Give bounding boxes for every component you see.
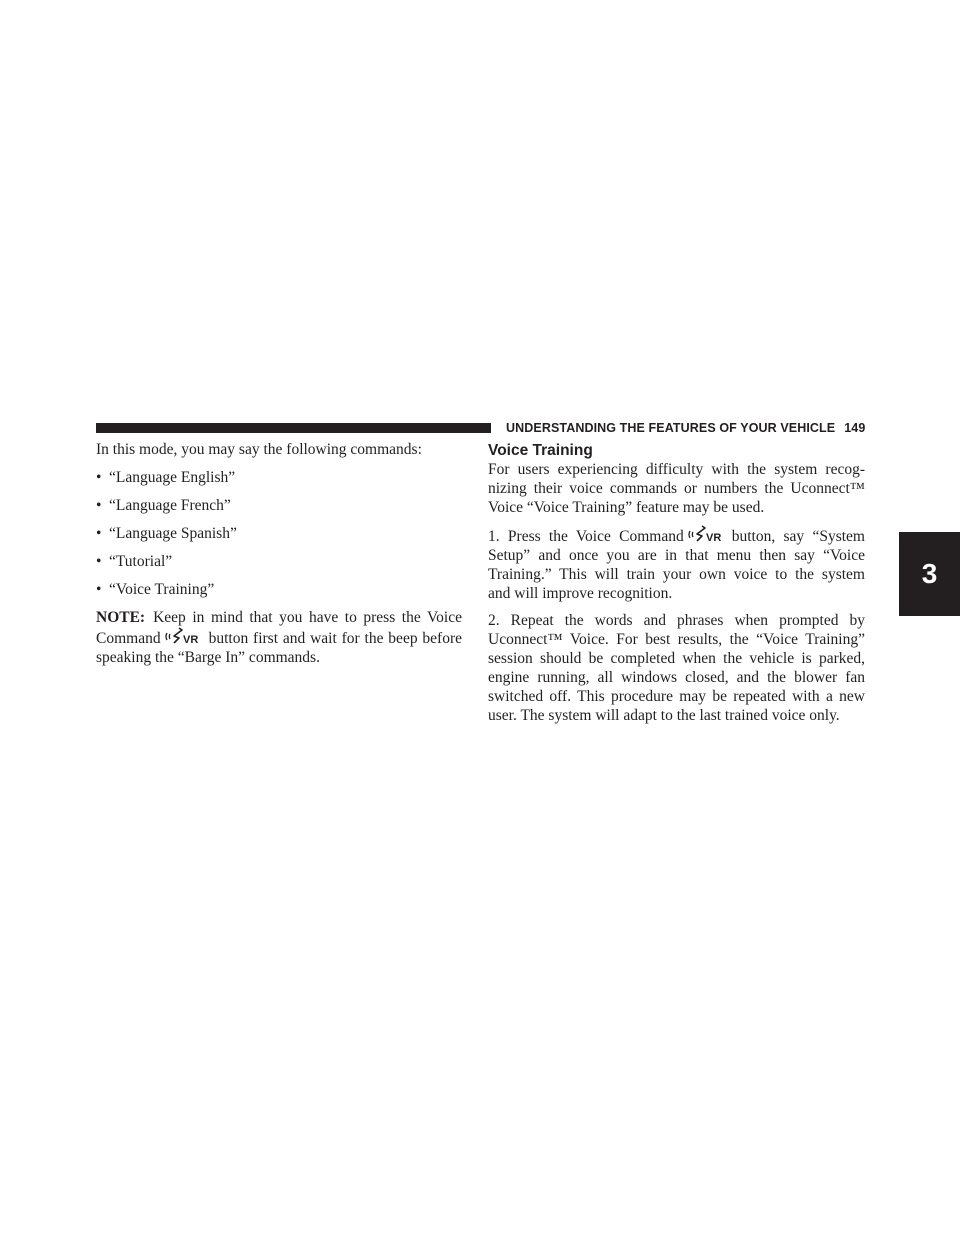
list-item xyxy=(96,496,462,515)
command-list xyxy=(96,468,462,599)
left-column xyxy=(96,440,462,667)
voice-command-vr-icon xyxy=(165,627,205,646)
right-column xyxy=(488,440,865,725)
list-item xyxy=(96,468,462,487)
bullet-icon: • xyxy=(96,553,102,570)
list-item xyxy=(96,524,462,543)
bullet-icon: • xyxy=(96,581,102,598)
step-2: 2. Repeat the words and phrases when prompted by Uconnect™ Voice. For best results, the “Voice Training” session should be completed when the vehicle is parked, engine running, all windows closed, and the blower fan switched off. This procedure may be repeated with a new user. The system will adapt to the last trained voice only. xyxy=(488,612,865,724)
list-item xyxy=(96,552,462,571)
note-line: speaking the “Barge In” commands. xyxy=(96,649,320,666)
note-line: NOTE: Keep in mind that you have to press the Voice xyxy=(96,609,462,626)
command-text: “Voice Training” xyxy=(109,581,215,598)
note-paragraph xyxy=(96,608,462,667)
bullet-icon: • xyxy=(96,497,102,514)
svg-text:VR: VR xyxy=(182,634,198,646)
page-number: 149 xyxy=(844,421,866,435)
command-text: “Tutorial” xyxy=(109,553,173,570)
bullet-icon: • xyxy=(96,469,102,486)
svg-text:VR: VR xyxy=(705,532,722,544)
bullet-icon: • xyxy=(96,525,102,542)
voice-training-intro: For users experiencing difficulty with the system recog- nizing their voice commands or numbers the Uconnect™ Voice “Voice Training” feature may be used. xyxy=(488,461,865,516)
header-rule xyxy=(96,423,491,433)
voice-command-vr-icon xyxy=(688,525,728,544)
note-label: NOTE: xyxy=(96,609,146,626)
commands-intro: In this mode, you may say the following commands: xyxy=(96,441,422,458)
step-1: 1. Press the Voice Command VR button, say “System Setup” and once you are in that menu then say “Voice Training.” This will train your own voice to the system and will improve recognition. xyxy=(488,525,865,603)
section-title: Voice Training xyxy=(488,442,593,459)
chapter-tab xyxy=(899,532,960,616)
header-section-title: UNDERSTANDING THE FEATURES OF YOUR VEHICLE xyxy=(506,421,836,435)
note-line: Command VR button first and wait for the beep before xyxy=(96,627,462,648)
list-item xyxy=(96,580,462,599)
command-text: “Language Spanish” xyxy=(109,525,237,542)
running-header xyxy=(506,419,866,437)
command-text: “Language French” xyxy=(109,497,231,514)
chapter-number: 3 xyxy=(921,558,938,589)
command-text: “Language English” xyxy=(109,469,236,486)
